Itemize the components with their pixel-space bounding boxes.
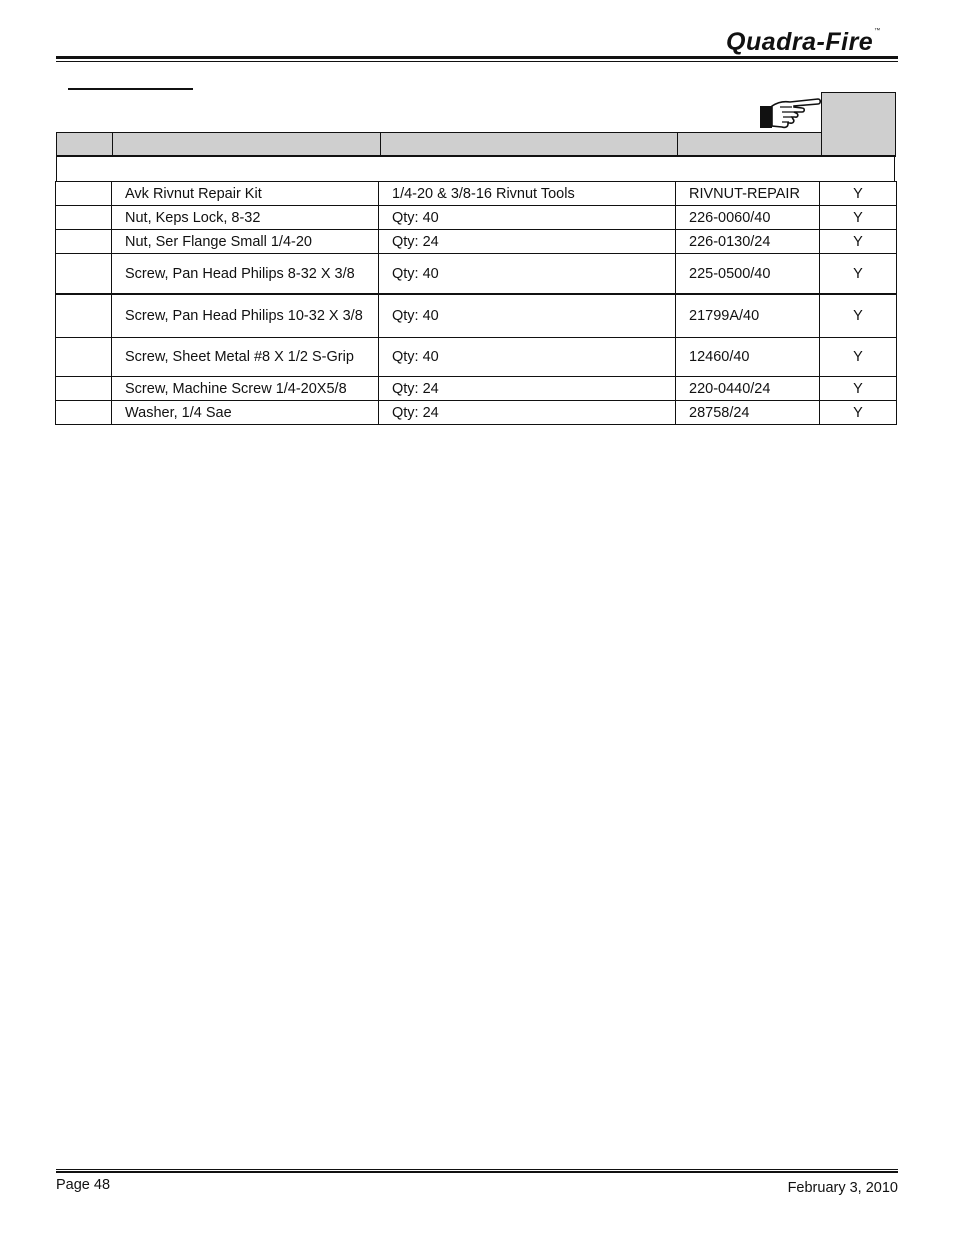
item-number-cell bbox=[56, 230, 112, 254]
stocked-cell: Y bbox=[820, 294, 897, 338]
pointing-hand-icon bbox=[758, 96, 822, 130]
table-row bbox=[56, 401, 897, 425]
item-number-cell bbox=[56, 401, 112, 425]
part-number-cell: 220-0440/24 bbox=[676, 377, 820, 401]
description-cell: Avk Rivnut Repair Kit bbox=[112, 182, 379, 206]
description-cell: Screw, Pan Head Philips 8-32 X 3/8 bbox=[112, 254, 379, 295]
item-number-cell bbox=[56, 206, 112, 230]
contents-cell: 1/4-20 & 3/8-16 Rivnut Tools bbox=[379, 182, 676, 206]
part-number-cell: 226-0060/40 bbox=[676, 206, 820, 230]
contents-cell: Qty: 40 bbox=[379, 206, 676, 230]
table-row bbox=[56, 294, 897, 338]
item-number-cell bbox=[56, 338, 112, 377]
table-column-header-bar bbox=[56, 132, 822, 156]
footer-rule-thick bbox=[56, 1171, 898, 1173]
column-header-part-number bbox=[678, 133, 821, 155]
stocked-cell: Y bbox=[820, 206, 897, 230]
description-cell: Screw, Pan Head Philips 10-32 X 3/8 bbox=[112, 294, 379, 338]
contents-cell: Qty: 24 bbox=[379, 230, 676, 254]
description-cell: Screw, Sheet Metal #8 X 1/2 S-Grip bbox=[112, 338, 379, 377]
contents-cell: Qty: 40 bbox=[379, 254, 676, 295]
contents-cell: Qty: 24 bbox=[379, 401, 676, 425]
description-cell: Screw, Machine Screw 1/4-20X5/8 bbox=[112, 377, 379, 401]
brand-logo bbox=[726, 28, 881, 57]
item-number-cell bbox=[56, 254, 112, 295]
description-cell: Washer, 1/4 Sae bbox=[112, 401, 379, 425]
part-number-cell: 225-0500/40 bbox=[676, 254, 820, 295]
table-section-row bbox=[56, 157, 895, 182]
part-number-cell: 12460/40 bbox=[676, 338, 820, 377]
table-row bbox=[56, 230, 897, 254]
stocked-cell: Y bbox=[820, 254, 897, 295]
footer-rule-thin bbox=[56, 1169, 898, 1170]
table-row bbox=[56, 377, 897, 401]
contents-cell: Qty: 40 bbox=[379, 294, 676, 338]
contents-cell: Qty: 24 bbox=[379, 377, 676, 401]
table-row bbox=[56, 206, 897, 230]
table-row bbox=[56, 254, 897, 295]
description-cell: Nut, Keps Lock, 8-32 bbox=[112, 206, 379, 230]
contents-cell: Qty: 40 bbox=[379, 338, 676, 377]
section-title-underline bbox=[68, 88, 193, 90]
publication-date: February 3, 2010 bbox=[787, 1180, 898, 1196]
stocked-cell: Y bbox=[820, 182, 897, 206]
header-rule-thick bbox=[56, 56, 898, 59]
stocked-cell: Y bbox=[820, 338, 897, 377]
item-number-cell bbox=[56, 182, 112, 206]
table-row bbox=[56, 182, 897, 206]
header-rule-thin bbox=[56, 61, 898, 62]
item-number-cell bbox=[56, 294, 112, 338]
trademark-mark: ™ bbox=[874, 28, 881, 34]
stocked-cell: Y bbox=[820, 377, 897, 401]
column-header-contents bbox=[381, 133, 678, 155]
stock-column-header bbox=[821, 92, 896, 156]
part-number-cell: RIVNUT-REPAIR bbox=[676, 182, 820, 206]
column-header-description bbox=[113, 133, 381, 155]
description-cell: Nut, Ser Flange Small 1/4-20 bbox=[112, 230, 379, 254]
table-row bbox=[56, 338, 897, 377]
parts-table bbox=[55, 181, 897, 425]
part-number-cell: 21799A/40 bbox=[676, 294, 820, 338]
column-header-number bbox=[57, 133, 113, 155]
page-number: Page 48 bbox=[56, 1177, 111, 1193]
brand-logo-text: Quadra-Fire bbox=[726, 28, 874, 56]
stocked-cell: Y bbox=[820, 401, 897, 425]
stocked-cell: Y bbox=[820, 230, 897, 254]
item-number-cell bbox=[56, 377, 112, 401]
part-number-cell: 226-0130/24 bbox=[676, 230, 820, 254]
part-number-cell: 28758/24 bbox=[676, 401, 820, 425]
